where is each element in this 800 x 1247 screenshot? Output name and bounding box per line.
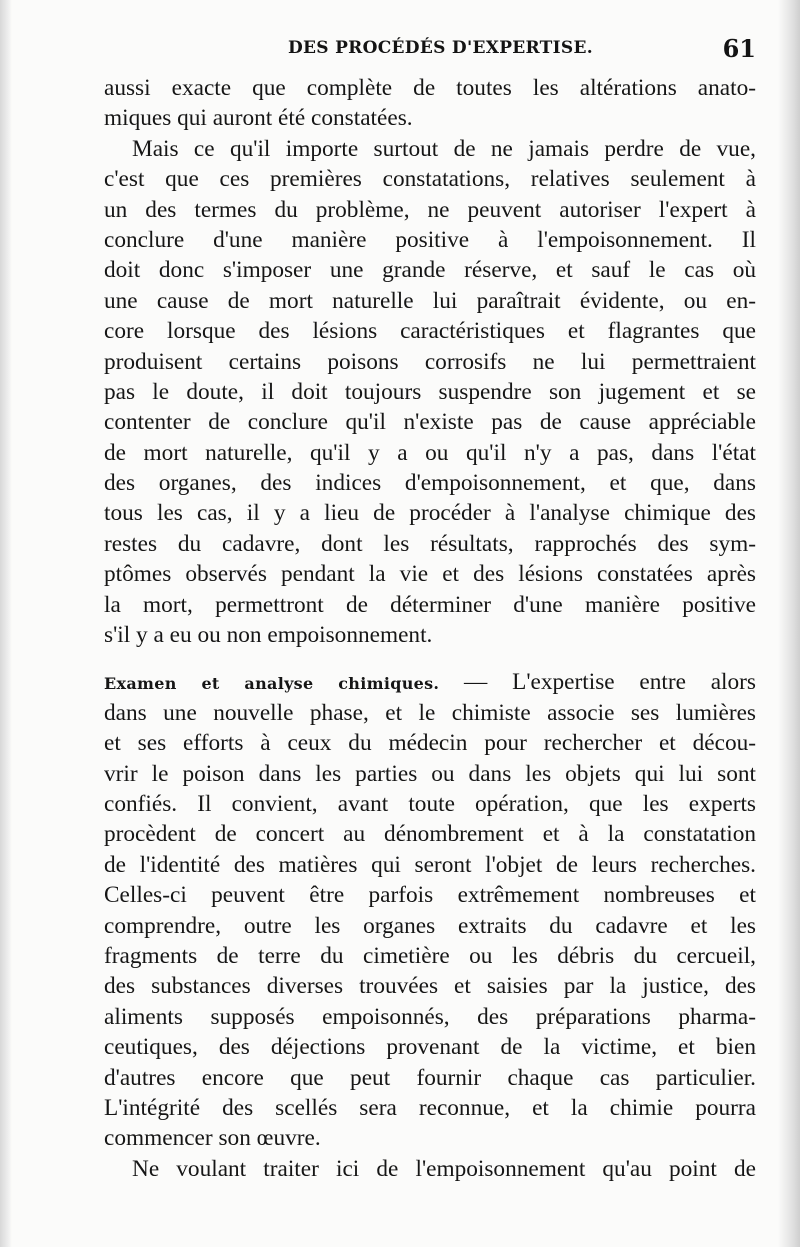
text-line: Mais ce qu'il importe surtout de ne jamais perdre de vue, bbox=[132, 135, 756, 162]
text-line: doit donc s'imposer une grande réserve, et sauf le cas où bbox=[104, 257, 756, 284]
text-line: procèdent de concert au dénombrement et à la constatation bbox=[104, 821, 756, 848]
text-line: core lorsque des lésions caractéristiques et flagrantes que bbox=[104, 318, 756, 345]
page-left-edge bbox=[0, 0, 12, 1247]
text-line: confiés. Il convient, avant toute opération, que les experts bbox=[104, 790, 756, 817]
text-line: une cause de mort naturelle lui paraîtrait évidente, ou en- bbox=[104, 287, 756, 314]
text-line: des substances diverses trouvées et saisies par la justice, des bbox=[104, 973, 756, 1000]
paragraph-4 bbox=[104, 1154, 756, 1184]
text-line: ceutiques, des déjections provenant de la victime, et bien bbox=[104, 1034, 756, 1061]
text-line: des organes, des indices d'empoisonnement, et que, dans bbox=[104, 470, 756, 497]
text-line: comprendre, outre les organes extraits du cadavre et les bbox=[104, 912, 756, 939]
text-line: produisent certains poisons corrosifs ne lui permettraient bbox=[104, 348, 756, 375]
text-line: de mort naturelle, qu'il y a ou qu'il n'y a pas, dans l'état bbox=[104, 439, 756, 466]
text-line bbox=[104, 667, 756, 697]
text-line: Celles-ci peuvent être parfois extrêmement nombreuses et bbox=[104, 882, 756, 909]
text-line: d'autres encore que peut fournir chaque cas particulier. bbox=[104, 1064, 756, 1091]
body-text bbox=[104, 73, 756, 1184]
paragraph-1 bbox=[104, 73, 756, 134]
text-line: tous les cas, il y a lieu de procéder à l'analyse chimique des bbox=[104, 500, 756, 527]
text-line: aussi exacte que complète de toutes les altérations anato- bbox=[104, 75, 756, 101]
paragraph-2 bbox=[104, 134, 756, 651]
text-line: fragments de terre du cimetière ou les débris du cercueil, bbox=[104, 942, 756, 969]
text-line: L'intégrité des scellés sera reconnue, et la chimie pourra bbox=[104, 1094, 756, 1121]
page-right-edge bbox=[778, 0, 800, 1247]
text-line: conclure d'une manière positive à l'empoisonnement. Il bbox=[104, 226, 756, 253]
text-line: vrir le poison dans les parties ou dans les objets qui lui sont bbox=[104, 760, 756, 787]
section-heading: Examen et analyse chimiques. bbox=[104, 674, 440, 694]
text-line: de l'identité des matières qui seront l'objet de leurs recherches. bbox=[104, 851, 756, 878]
text-line: Ne voulant traiter ici de l'empoisonnement qu'au point de bbox=[132, 1155, 756, 1182]
text-line: un des termes du problème, ne peuvent autoriser l'expert à bbox=[104, 196, 756, 223]
paragraph-3 bbox=[104, 667, 756, 1153]
text-line: ptômes observés pendant la vie et des lésions constatées après bbox=[104, 561, 756, 588]
text-line: la mort, permettront de déterminer d'une manière positive bbox=[104, 591, 756, 618]
heading-line-text: — L'expertise entre alors bbox=[439, 669, 756, 696]
text-line: s'il y a eu ou non empoisonnement. bbox=[104, 622, 433, 649]
paragraph-gap bbox=[104, 650, 756, 667]
text-line: contenter de conclure qu'il n'existe pas de cause appréciable bbox=[104, 409, 756, 436]
text-line: commencer son œuvre. bbox=[104, 1125, 321, 1152]
text-line: pas le doute, il doit toujours suspendre son jugement et se bbox=[104, 378, 756, 405]
text-line: miques qui auront été constatées. bbox=[104, 105, 413, 132]
page-header bbox=[100, 34, 760, 70]
text-line: c'est que ces premières constatations, relatives seulement à bbox=[104, 166, 756, 193]
text-line: restes du cadavre, dont les résultats, rapprochés des sym- bbox=[104, 530, 756, 557]
running-title: DES PROCÉDÉS D'EXPERTISE. bbox=[288, 38, 593, 58]
text-line: et ses efforts à ceux du médecin pour rechercher et décou- bbox=[104, 730, 756, 757]
text-line: aliments supposés empoisonnés, des préparations pharma- bbox=[104, 1003, 756, 1030]
page-number: 61 bbox=[722, 34, 756, 63]
text-line: dans une nouvelle phase, et le chimiste associe ses lumières bbox=[104, 699, 756, 726]
